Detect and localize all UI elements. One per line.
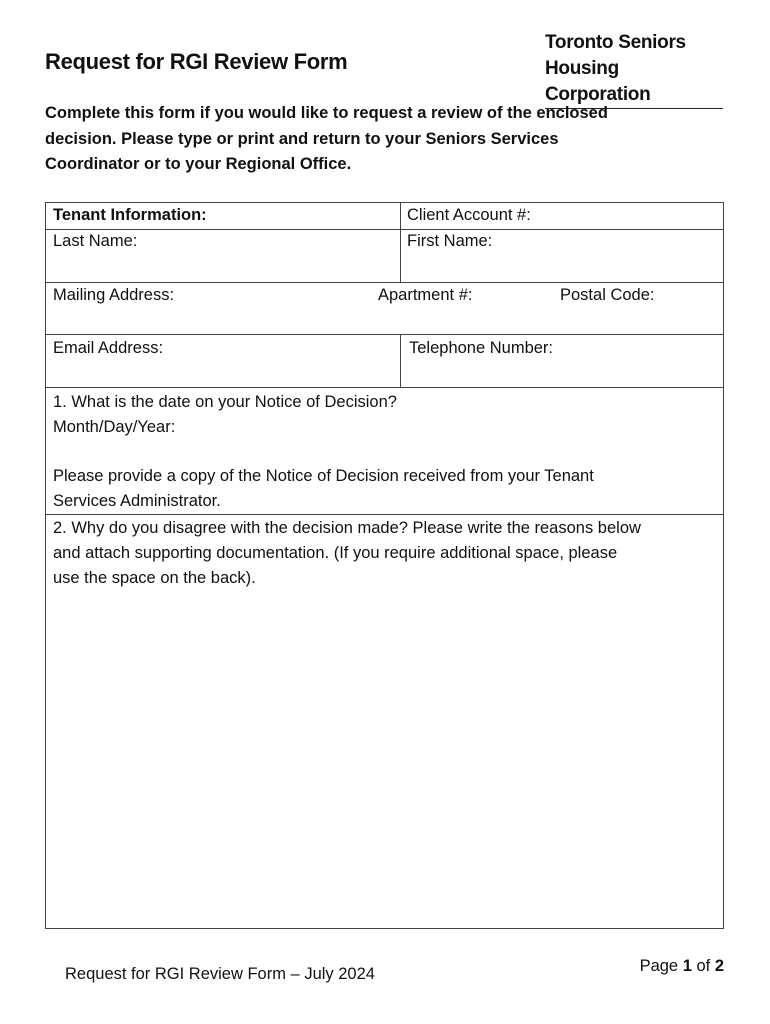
question-2-text: use the space on the back).: [53, 569, 256, 587]
intro-line: Complete this form if you would like to request a review of the enclosed: [45, 104, 608, 122]
column-divider: [400, 203, 401, 282]
intro-text: [45, 101, 685, 178]
organization-name-line1: Toronto Seniors: [545, 32, 686, 53]
telephone-number-field[interactable]: Telephone Number:: [409, 339, 554, 357]
intro-line: Coordinator or to your Regional Office.: [45, 155, 352, 173]
postal-code-field[interactable]: Postal Code:: [560, 286, 655, 304]
page-total: 2: [714, 957, 724, 975]
first-name-field[interactable]: First Name:: [407, 232, 493, 250]
row-divider: [46, 514, 723, 515]
row-divider: [46, 334, 723, 335]
email-address-field[interactable]: Email Address:: [53, 339, 164, 357]
page-prefix: Page: [639, 957, 683, 975]
organization-name-line2: Housing Corporation: [545, 56, 723, 109]
footer-form-name: Request for RGI Review Form – July 2024: [65, 965, 375, 983]
question-2-text: and attach supporting documentation. (If you require additional space, please: [53, 544, 618, 562]
date-field-label: Month/Day/Year:: [53, 418, 176, 436]
question-1-text: 1. What is the date on your Notice of Decision?: [53, 393, 397, 411]
row-divider: [46, 282, 723, 283]
question-2-section[interactable]: [53, 516, 713, 591]
organization-logo: [545, 30, 723, 109]
form-title: Request for RGI Review Form: [45, 49, 348, 74]
row-divider: [46, 229, 723, 230]
question-2-text: 2. Why do you disagree with the decision made? Please write the reasons below: [53, 519, 641, 537]
apartment-number-field[interactable]: Apartment #:: [378, 286, 473, 304]
mailing-address-field[interactable]: Mailing Address:: [53, 286, 175, 304]
column-divider: [400, 334, 401, 387]
question-1-note: Please provide a copy of the Notice of Decision received from your Tenant: [53, 467, 594, 485]
question-1-note: Services Administrator.: [53, 492, 221, 510]
client-account-field[interactable]: Client Account #:: [407, 206, 531, 224]
page-of: of: [691, 957, 715, 975]
question-1-section[interactable]: [53, 390, 713, 514]
intro-line: decision. Please type or print and return to your Seniors Services: [45, 129, 559, 148]
row-divider: [46, 387, 723, 388]
page-current: 1: [682, 957, 692, 975]
form-table: [45, 202, 724, 929]
page-number: [640, 957, 724, 976]
last-name-field[interactable]: Last Name:: [53, 232, 138, 250]
tenant-information-label: Tenant Information:: [53, 206, 207, 224]
